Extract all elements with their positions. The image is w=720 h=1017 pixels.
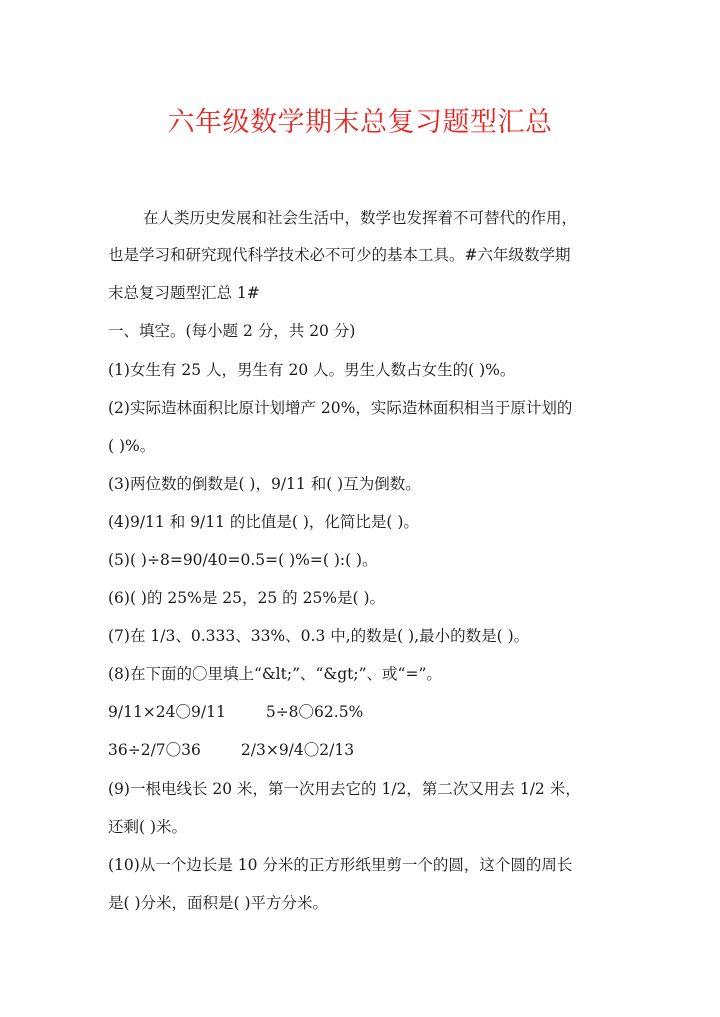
question-9: (9)一根电线长 20 米，第一次用去它的 1/2，第二次又用去 1/2 米，	[108, 780, 581, 798]
compare-item: 9/11×24〇9/11	[108, 703, 226, 721]
question-7: (7)在 1/3、0.333、33%、0.3 中,的数是( ),最小的数是( )。	[108, 627, 530, 645]
compare-item: 5÷8〇62.5%	[265, 703, 364, 721]
intro-line-1: 在人类历史发展和社会生活中，数学也发挥着不可替代的作用，	[143, 209, 578, 227]
question-10: (10)从一个边长是 10 分米的正方形纸里剪一个的圆，这个圆的周长	[108, 856, 573, 874]
question-5: (5)( )÷8=90/40=0.5=( )%=( ):( )。	[108, 551, 378, 569]
compare-item: 36÷2/7〇36	[108, 741, 201, 759]
question-2: (2)实际造林面积比原计划增产 20%，实际造林面积相当于原计划的	[108, 399, 573, 417]
question-6: (6)( )的 25%是 25，25 的 25%是( )。	[108, 589, 386, 607]
section-heading: 一、填空。(每小题 2 分，共 20 分)	[108, 322, 356, 340]
compare-row-1	[108, 702, 363, 722]
page-title: 六年级数学期末总复习题型汇总	[167, 107, 553, 138]
intro-line-2: 也是学习和研究现代科学技术必不可少的基本工具。#六年级数学期	[108, 246, 571, 264]
compare-row-2	[108, 740, 354, 760]
question-1: (1)女生有 25 人，男生有 20 人。男生人数占女生的( )%。	[108, 361, 516, 379]
compare-item: 2/3×9/4〇2/13	[240, 741, 355, 759]
question-9-cont: 还剩( )米。	[108, 818, 188, 836]
question-10-cont: 是( )分米，面积是( )平方分米。	[108, 894, 329, 912]
question-4: (4)9/11 和 9/11 的比值是( )，化简比是( )。	[108, 513, 419, 531]
question-2-cont: ( )%。	[108, 437, 156, 455]
question-8: (8)在下面的〇里填上“&lt;”、“&gt;”、或“=”。	[108, 665, 442, 683]
intro-line-3: 末总复习题型汇总 1#	[108, 284, 260, 302]
question-3: (3)两位数的倒数是( )，9/11 和( )互为倒数。	[108, 475, 421, 493]
